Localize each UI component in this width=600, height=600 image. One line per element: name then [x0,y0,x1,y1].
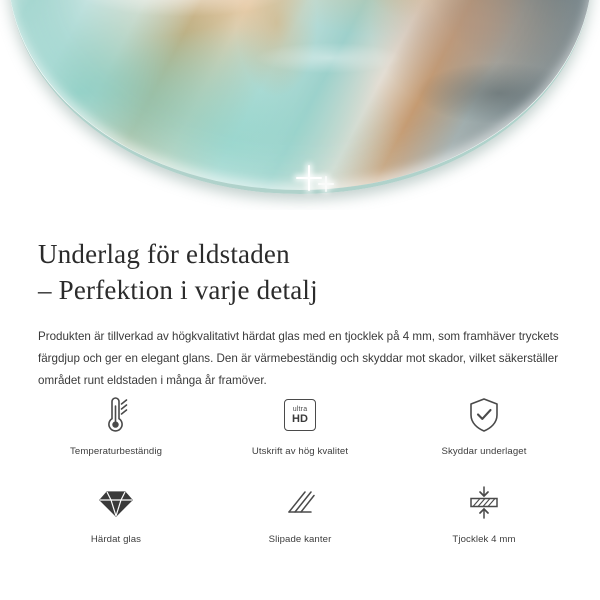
feature-label: Skyddar underlaget [441,446,527,457]
ultra-hd-badge-top: ultra [292,405,308,413]
feature-label: Härdat glas [90,534,142,545]
feature-item-polished-edges [208,480,392,568]
diamond-icon [97,480,135,526]
feature-label: Slipade kanter [268,534,332,545]
description-paragraph: Produkten är tillverkad av högkvalitativt härdat glas med en tjocklek på 4 mm, som framhäver tryckets färgdjup och ger en elegant glans. Den är värmebeständig och skyddar mot skador, vilket säkerställer området runt eldstaden i många år framöver. [38,330,559,387]
ultra-hd-badge-bottom: HD [292,412,308,425]
feature-grid [0,392,600,568]
feature-item-temperature [24,392,208,480]
hero-image [0,0,600,210]
content-block [0,212,600,392]
headline-line-2: – Perfektion i varje detalj [38,275,318,305]
headline-line-1: Underlag för eldstaden [38,239,290,269]
page-title [0,212,600,308]
thickness-icon [464,480,504,526]
glass-disc-product-image [8,0,592,190]
shield-check-icon [466,392,502,438]
marble-veins-overlay [8,0,592,190]
polished-edges-icon [281,480,319,526]
feature-item-tempered-glass [24,480,208,568]
feature-item-surface-protection [392,392,576,480]
feature-label: Temperaturbeständig [69,446,163,457]
feature-label: Utskrift av hög kvalitet [251,446,349,457]
feature-item-print-quality [208,392,392,480]
ultra-hd-icon [284,392,316,438]
feature-item-thickness [392,480,576,568]
feature-label: Tjocklek 4 mm [452,534,516,545]
thermometer-icon [99,392,133,438]
